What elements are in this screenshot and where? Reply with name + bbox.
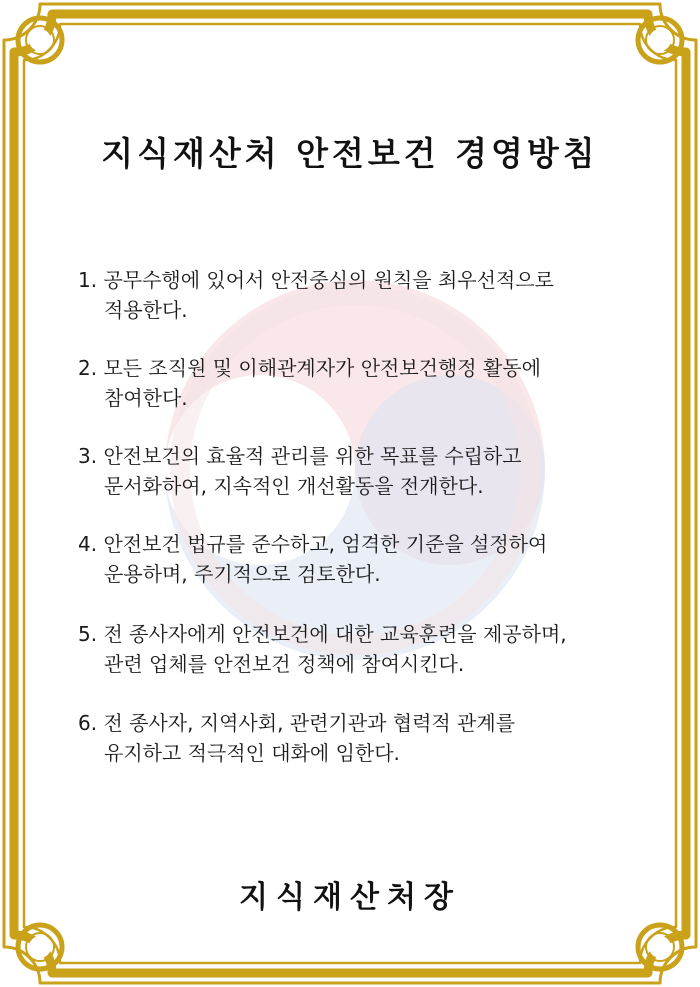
policy-text: 5. 전 종사자에게 안전보건에 대한 교육훈련을 제공하며,: [78, 622, 567, 646]
policy-text: 6. 전 종사자, 지역사회, 관련기관과 협력적 관계를: [78, 711, 516, 735]
policy-text-continued: 참여한다.: [104, 386, 188, 410]
policy-text: 4. 안전보건 법규를 준수하고, 엄격한 기준을 설정하여: [78, 532, 548, 556]
policy-text-continued: 적용한다.: [104, 298, 188, 322]
policy-text-continued: 문서화하여, 지속적인 개선활동을 전개한다.: [104, 474, 484, 498]
policy-item-6: [78, 708, 638, 768]
policy-item-4: [78, 529, 638, 589]
policy-text: 3. 안전보건의 효율적 관리를 위한 목표를 수립하고: [78, 444, 522, 468]
policy-item-3: [78, 441, 638, 501]
policy-text-continued: 유지하고 적극적인 대화에 임한다.: [104, 741, 400, 765]
policy-text: 2. 모든 조직원 및 이해관계자가 안전보건행정 활동에: [78, 356, 541, 380]
policy-text: 1. 공무수행에 있어서 안전중심의 원칙을 최우선적으로: [78, 268, 554, 292]
policy-item-2: [78, 353, 638, 413]
policy-item-1: [78, 265, 638, 325]
policy-text-continued: 운용하며, 주기적으로 검토한다.: [104, 562, 381, 586]
issuer-signature: 지식재산처장: [239, 880, 461, 915]
document-title: 지식재산처 안전보건 경영방침: [101, 134, 599, 173]
policy-item-5: [78, 619, 638, 679]
policy-text-continued: 관련 업체를 안전보건 정책에 참여시킨다.: [104, 652, 465, 676]
